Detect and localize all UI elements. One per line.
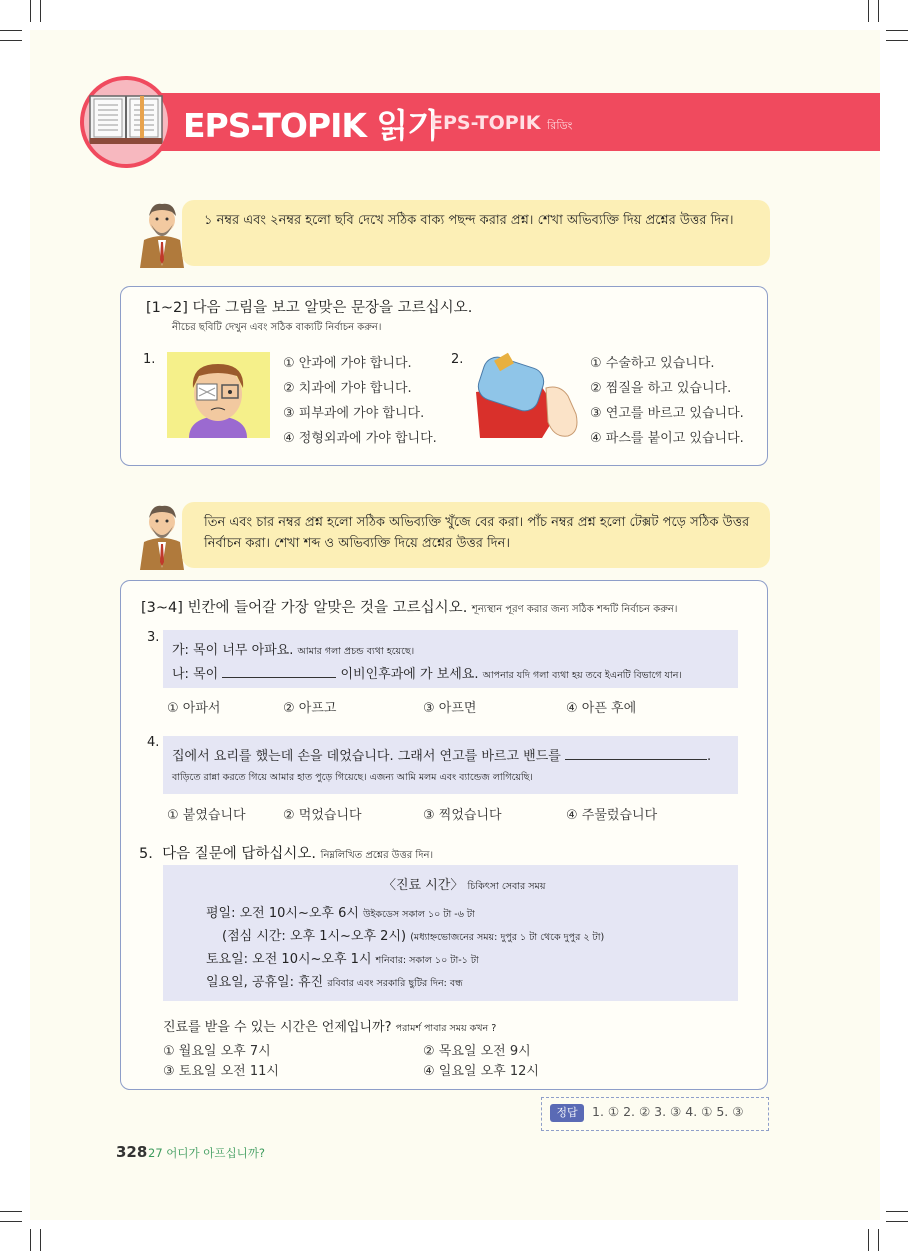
crop-mark (878, 1229, 879, 1251)
question-5-prompt: 진료를 받을 수 있는 시간은 언제입니까? পরামর্শ পাবার সময় কখন ? (163, 1020, 497, 1035)
page-number: 328 (116, 1143, 148, 1161)
compress-on-foot-image (470, 348, 582, 438)
section-title: [1~2] 다음 그림을 보고 알맞은 문장을 고르십시오. (146, 300, 473, 316)
crop-mark (886, 1221, 908, 1222)
crop-mark (0, 1211, 22, 1212)
question-number: 4. (147, 735, 160, 750)
crop-mark (0, 30, 22, 31)
chapter-title: 27 어디가 아프십니까? (148, 1146, 265, 1160)
dialogue-line-1: 가: 목이 너무 아파요. আমার গলা প্রচন্ড ব্যথা হয়েছে। (172, 643, 415, 658)
answer-blank (565, 746, 707, 760)
crop-mark (0, 40, 22, 41)
dialogue-line-2: 나: 목이 이비인후과에 가 보세요. আপনার যদি গলা ব্যথা হয় তবে ইএনটি বিভাগে যান। (172, 663, 682, 684)
option-5-2[interactable]: ② 목요일 오전 9시 (423, 1044, 531, 1059)
eye-patch-boy-image (167, 352, 270, 438)
option-1-3[interactable]: ③ 피부과에 가야 합니다. (283, 406, 425, 421)
passage-line-2: বাড়িতে রান্না করতে গিয়ে আমার হাত পুড়ে গিয়েছে। এজন্য আমি মলম এবং ব্যান্ডেজ লাগিয়েছি। (172, 772, 533, 783)
option-3-2[interactable]: ② 아프고 (283, 701, 337, 716)
crop-mark (40, 0, 41, 22)
question-number: 1. (143, 352, 156, 367)
question-number: 2. (451, 352, 464, 367)
clinic-hours-title: 〈진료 시간〉 চিকিৎসা সেবার সময় (383, 878, 546, 893)
crop-mark (878, 0, 879, 22)
option-3-3[interactable]: ③ 아프면 (423, 701, 477, 716)
option-3-1[interactable]: ① 아파서 (167, 701, 221, 716)
crop-mark (886, 30, 908, 31)
option-3-4[interactable]: ④ 아픈 후에 (566, 701, 637, 716)
crop-mark (868, 1229, 869, 1251)
crop-mark (0, 1221, 22, 1222)
option-4-1[interactable]: ① 붙였습니다 (167, 808, 246, 823)
option-4-2[interactable]: ② 먹었습니다 (283, 808, 362, 823)
instruction-bubble: তিন এবং চার নম্বর প্রশ্ন হলো সঠিক অভিব্যক্তি খুঁজে বের করা। পাঁচ নম্বর প্রশ্ন হলো টেক্সট পড়ে সঠিক উত্তর নির্বাচন করা। শেখা শব্দ ও অভিব্যক্তি দিয়ে প্রশ্নের উত্তর দিন। (182, 502, 770, 568)
open-book-icon (88, 94, 164, 146)
section-subtitle: নীচের ছবিটি দেখুন এবং সঠিক বাক্যটি নির্বাচন করুন। (172, 322, 382, 333)
option-4-3[interactable]: ③ 찍었습니다 (423, 808, 502, 823)
answer-key-label: 정답 (550, 1104, 584, 1122)
hours-row-weekday: 평일: 오전 10시~오후 6시 উইকডেস সকাল ১০ টা -৬ টা (206, 906, 475, 921)
option-2-2[interactable]: ② 찜질을 하고 있습니다. (590, 381, 732, 396)
option-2-1[interactable]: ① 수술하고 있습니다. (590, 356, 715, 371)
option-2-4[interactable]: ④ 파스를 붙이고 있습니다. (590, 431, 744, 446)
option-1-1[interactable]: ① 안과에 가야 합니다. (283, 356, 412, 371)
answer-blank (222, 664, 336, 678)
crop-mark (40, 1229, 41, 1251)
option-1-4[interactable]: ④ 정형외과에 가야 합니다. (283, 431, 437, 446)
option-4-4[interactable]: ④ 주물렀습니다 (566, 808, 658, 823)
answer-key-text: 1. ① 2. ② 3. ③ 4. ① 5. ③ (592, 1104, 744, 1119)
hours-row-sunday-holiday: 일요일, 공휴일: 휴진 রবিবার এবং সরকারি ছুটির দিন: বন্ধ (206, 975, 463, 990)
hours-row-saturday: 토요일: 오전 10시~오후 1시 শনিবার: সকাল ১০ টা-১ টা (206, 952, 479, 967)
question-5-title: 5. 다음 질문에 답하십시오. নিম্নলিখিত প্রশ্নের উত্তর দিন। (139, 846, 434, 862)
crop-mark (886, 40, 908, 41)
question-number: 3. (147, 630, 160, 645)
option-5-3[interactable]: ③ 토요일 오전 11시 (163, 1064, 279, 1079)
crop-mark (30, 0, 31, 22)
instruction-bubble: ১ নম্বর এবং ২নম্বর হলো ছবি দেখে সঠিক বাক্য পছন্দ করার প্রশ্ন। শেখা অভিব্যক্তি দিয় প্রশ্নের উত্তর দিন। (182, 200, 770, 266)
crop-mark (30, 1229, 31, 1251)
crop-mark (886, 1211, 908, 1212)
option-2-3[interactable]: ③ 연고를 바르고 있습니다. (590, 406, 744, 421)
crop-mark (868, 0, 869, 22)
option-1-2[interactable]: ② 치과에 가야 합니다. (283, 381, 412, 396)
option-5-1[interactable]: ① 월요일 오후 7시 (163, 1044, 271, 1059)
section-title: [3~4] 빈칸에 들어갈 가장 알맞은 것을 고르십시오. শূন্যস্থান পূরণ করার জন্য সঠিক শব্দটি নির্বাচন করুন। (141, 600, 678, 616)
page-title: EPS-TOPIK 읽기 (183, 106, 439, 145)
page-subtitle: EPS-TOPIK রিডিং (430, 112, 573, 134)
passage-line-1: 집에서 요리를 했는데 손을 데었습니다. 그래서 연고를 바르고 밴드를 . (172, 745, 711, 764)
option-5-4[interactable]: ④ 일요일 오후 12시 (423, 1064, 539, 1079)
hours-row-lunch: (점심 시간: 오후 1시~오후 2시) (মধ্যাহ্নভোজনের সময়: দুপুর ১ টা থেকে দুপুর ২ টা) (222, 929, 605, 944)
